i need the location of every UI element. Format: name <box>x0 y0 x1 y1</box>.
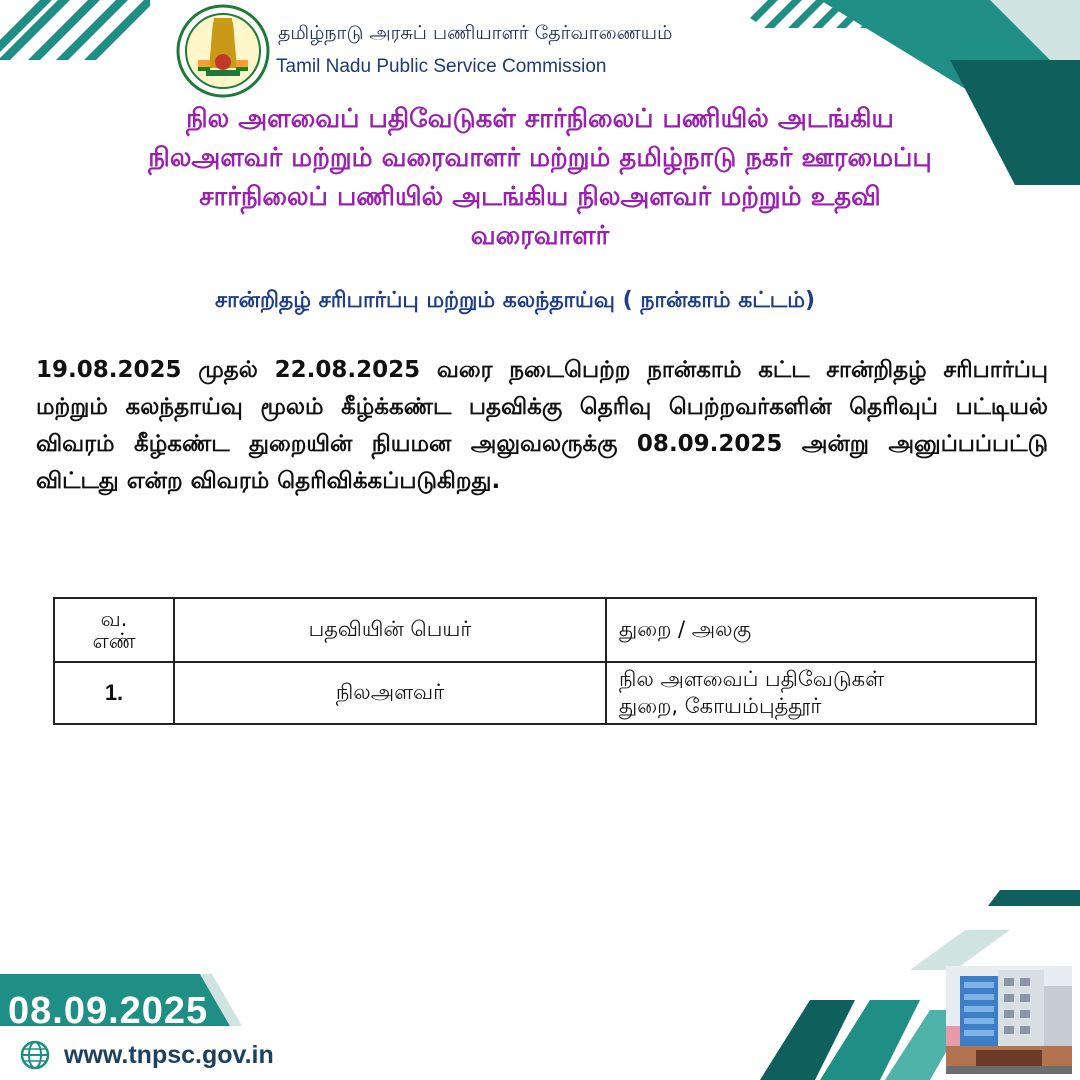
department-cell <box>606 662 1036 724</box>
title-line: நில அளவைப் பதிவேடுகள் சார்நிலைப் பணியில் அடங்கிய <box>186 104 894 134</box>
table-header-row <box>54 598 1036 662</box>
title-line: சார்நிலைப் பணியில் அடங்கிய நிலஅளவர் மற்றும் உதவி <box>199 182 881 212</box>
serial-header <box>54 598 174 662</box>
title-line: நிலஅளவர் மற்றும் வரைவாளர் மற்றும் தமிழ்நாடு நகர் ஊரமைப்பு <box>148 143 932 173</box>
tn-government-emblem-icon <box>176 4 270 98</box>
notice-subtitle: சான்றிதழ் சரிபார்ப்பு மற்றும் கலந்தாய்வு ( நான்காம் கட்டம்) <box>214 288 816 313</box>
globe-icon <box>20 1040 50 1070</box>
serial-cell: 1. <box>54 662 174 724</box>
serial-header-line2: எண் <box>92 629 136 653</box>
table-row <box>54 662 1036 724</box>
org-name-english: Tamil Nadu Public Service Commission <box>276 56 607 77</box>
website-link[interactable]: www.tnpsc.gov.in <box>64 1041 274 1069</box>
department-line2: துறை, கோயம்புத்தூர் <box>619 694 822 718</box>
notice-body: 19.08.2025 முதல் 22.08.2025 வரை நடைபெற்ற நான்காம் கட்ட சான்றிதழ் சரிபார்ப்பு மற்றும் கலந்தாய்வு மூலம் கீழ்க்கண்ட பதவிக்கு தெரிவு பெற்றவர்களின் தெரிவுப் பட்டியல் விவரம் கீழ்கண்ட துறையின் நியமன அலுவலருக்கு 08.09.2025 அன்று அனுப்பப்பட்டு விட்டது என்ற விவரம் தெரிவிக்கப்படுகிறது. <box>36 357 1048 494</box>
post-name-header: பதவியின் பெயர் <box>174 598 606 662</box>
post-name-cell: நிலஅளவர் <box>174 662 606 724</box>
selection-table <box>53 597 1037 725</box>
tnpsc-office-building-image <box>946 966 1072 1074</box>
selection-table-grid <box>53 597 1037 725</box>
top-left-stripes-decoration <box>0 0 150 60</box>
department-header: துறை / அலகு <box>606 598 1036 662</box>
department-line1: நில அளவைப் பதிவேடுகள் <box>619 667 885 691</box>
org-name-tamil: தமிழ்நாடு அரசுப் பணியாளர் தேர்வாணையம் <box>278 22 673 44</box>
notice-date: 08.09.2025 <box>8 990 209 1032</box>
title-line: வரைவாளர் <box>470 221 610 251</box>
serial-header-line1: வ. <box>100 607 128 631</box>
notice-title <box>0 100 1080 256</box>
